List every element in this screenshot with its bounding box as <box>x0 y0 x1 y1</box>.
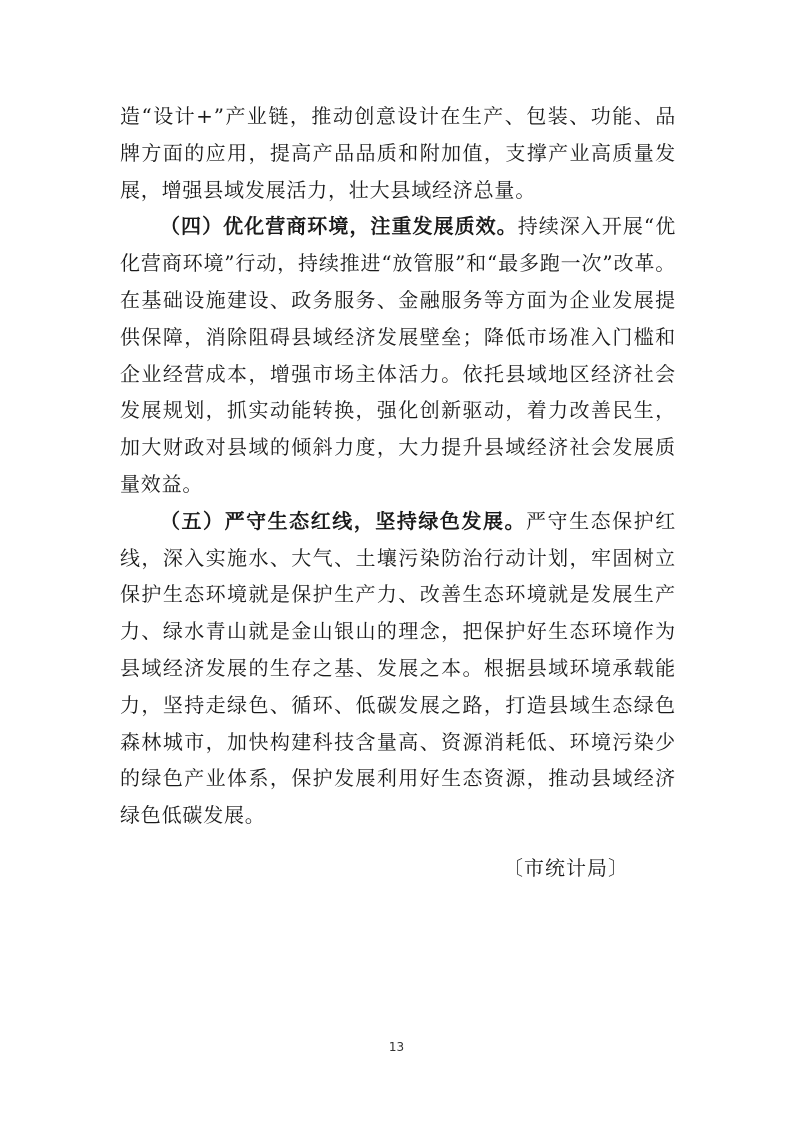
paragraph-business-environment <box>120 208 676 502</box>
page-number: 13 <box>388 1040 405 1054</box>
section-heading: （五）严守生态红线，坚持绿色发展。 <box>160 508 527 533</box>
paragraph-continuation <box>120 98 676 208</box>
paragraph-text: 持续深入开展“优化营商环境”行动，持续推进“放管服”和“最多跑一次”改革。在基础设施建设、政务服务、金融服务等方面为企业发展提供保障，消除阻碍县域经济发展壁垒；降低市场准入门槛和企业经营成本，增强市场主体活力。依托县域地区经济社会发展规划，抓实动能转换，强化创新驱动，着力改善民生，加大财政对县域的倾斜力度，大力提升县域经济社会发展质量效益。 <box>120 214 676 496</box>
section-heading: （四）优化营商环境，注重发展质效。 <box>160 214 518 239</box>
paragraph-ecological-redline <box>120 503 676 834</box>
issuing-department: 〔市统计局〕 <box>503 856 629 880</box>
paragraph-text: 造“设计+”产业链，推动创意设计在生产、包装、功能、品牌方面的应用，提高产品品质和附加值，支撑产业高质量发展，增强县域发展活力，壮大县域经济总量。 <box>120 104 676 202</box>
paragraph-text: 严守生态保护红线，深入实施水、大气、土壤污染防治行动计划，牢固树立保护生态环境就是保护生产力、改善生态环境就是发展生产力、绿水青山就是金山银山的理念，把保护好生态环境作为县域经济发展的生存之基、发展之本。根据县域环境承载能力，坚持走绿色、循环、低碳发展之路，打造县域生态绿色森林城市，加快构建科技含量高、资源消耗低、环境污染少的绿色产业体系，保护发展利用好生态资源，推动县域经济绿色低碳发展。 <box>120 508 676 828</box>
document-body <box>120 98 676 834</box>
